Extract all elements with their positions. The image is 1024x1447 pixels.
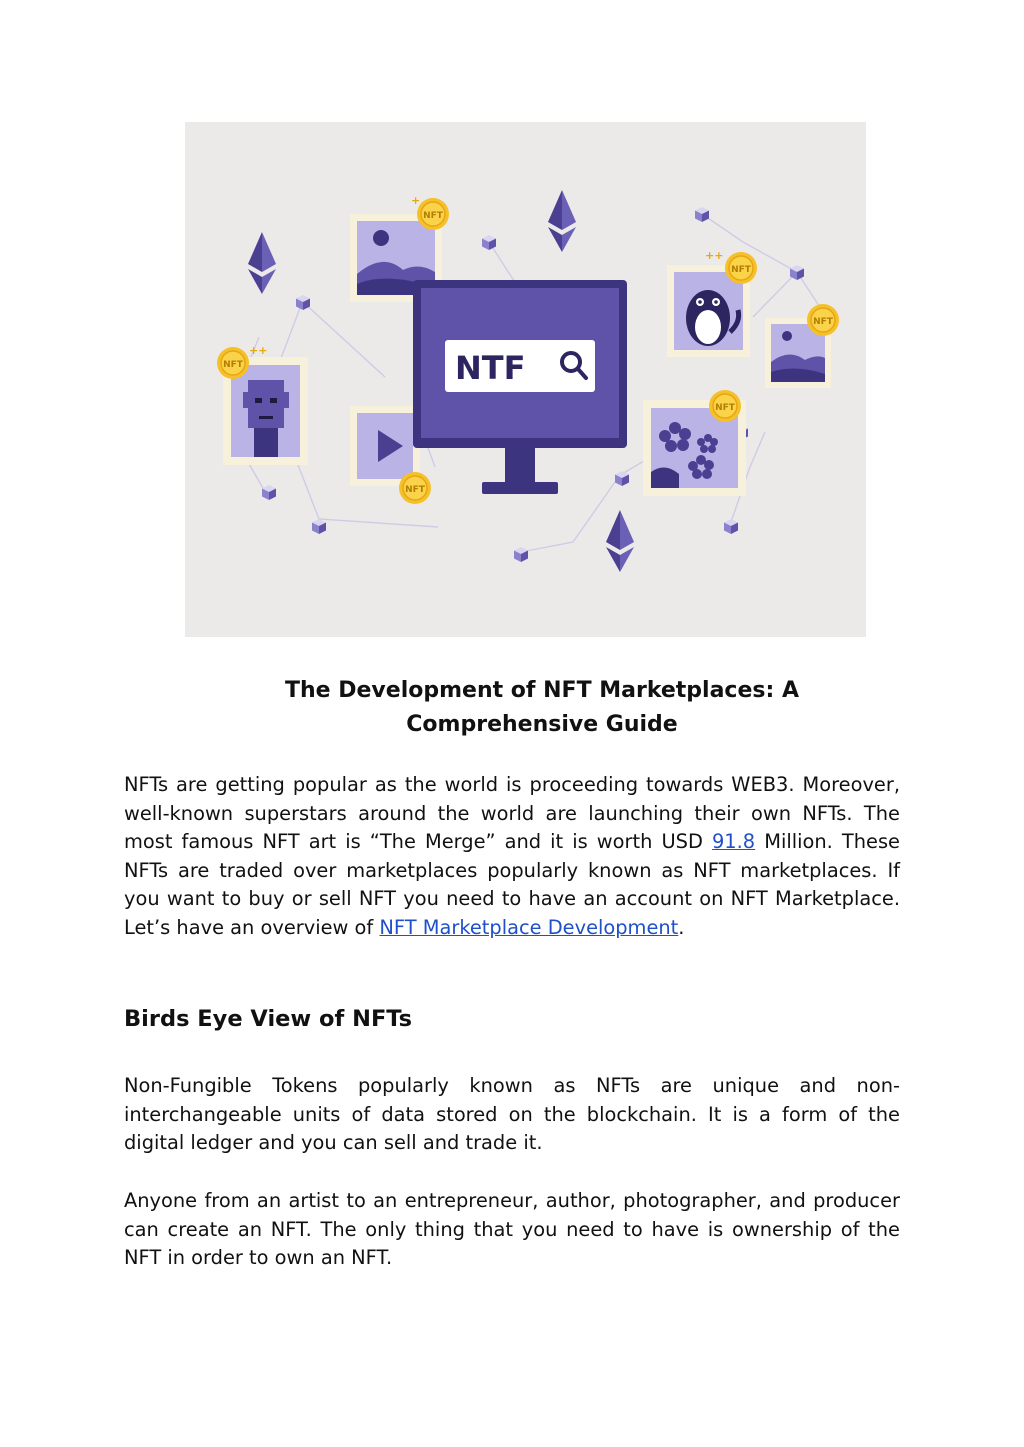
svg-text:NFT: NFT (813, 317, 833, 327)
article-title-line2: Comprehensive Guide (406, 712, 678, 737)
article-title (124, 674, 960, 742)
svg-text:NFT: NFT (731, 265, 751, 275)
nft-coin-icon (399, 472, 431, 504)
svg-text:++: ++ (249, 344, 268, 357)
nft-creators-paragraph: Anyone from an artist to an entrepreneur, author, photographer, and producer can create an NFT. The only thing that you need to have is ownership of the NFT in order to own an NFT. (124, 1189, 900, 1270)
svg-text:++: ++ (705, 249, 724, 262)
nft-definition-paragraph: Non-Fungible Tokens popularly known as NFTs are unique and non-interchangeable units of data stored on the blockchain. It is a form of the digital ledger and you can sell and trade it. (124, 1074, 900, 1155)
intro-paragraph (124, 771, 900, 943)
search-bar (445, 340, 595, 392)
svg-text:NFT: NFT (405, 485, 425, 495)
hero-illustration (185, 122, 866, 637)
nft-coin-icon (709, 390, 741, 422)
intro-text-part1: NFTs are getting popular as the world is proceeding towards WEB3. Moreover, well-known superstars around the world are launching their own NFTs. The most famous NFT art is “The Merge” and it is worth USD (124, 773, 900, 854)
worth-link[interactable]: 91.8 (711, 830, 756, 854)
search-bar-label: NTF (455, 349, 526, 387)
section-heading: Birds Eye View of NFTs (124, 1006, 413, 1032)
svg-text:+: + (411, 194, 421, 207)
nft-coin-icon (807, 304, 839, 336)
nft-marketplace-development-link[interactable]: NFT Marketplace Development (379, 915, 679, 939)
svg-text:NFT: NFT (423, 211, 443, 221)
svg-text:NFT: NFT (223, 360, 243, 370)
article-title-line1: The Development of NFT Marketplaces: A (285, 678, 799, 703)
intro-text-part3: . (678, 915, 685, 939)
intro-text-part2: Million. These NFTs are traded over marketplaces popularly known as NFT marketplaces. If you want to buy or sell NFT you need to have an account on NFT Marketplace. Let’s have an overview of (124, 830, 900, 939)
svg-text:NFT: NFT (715, 403, 735, 413)
